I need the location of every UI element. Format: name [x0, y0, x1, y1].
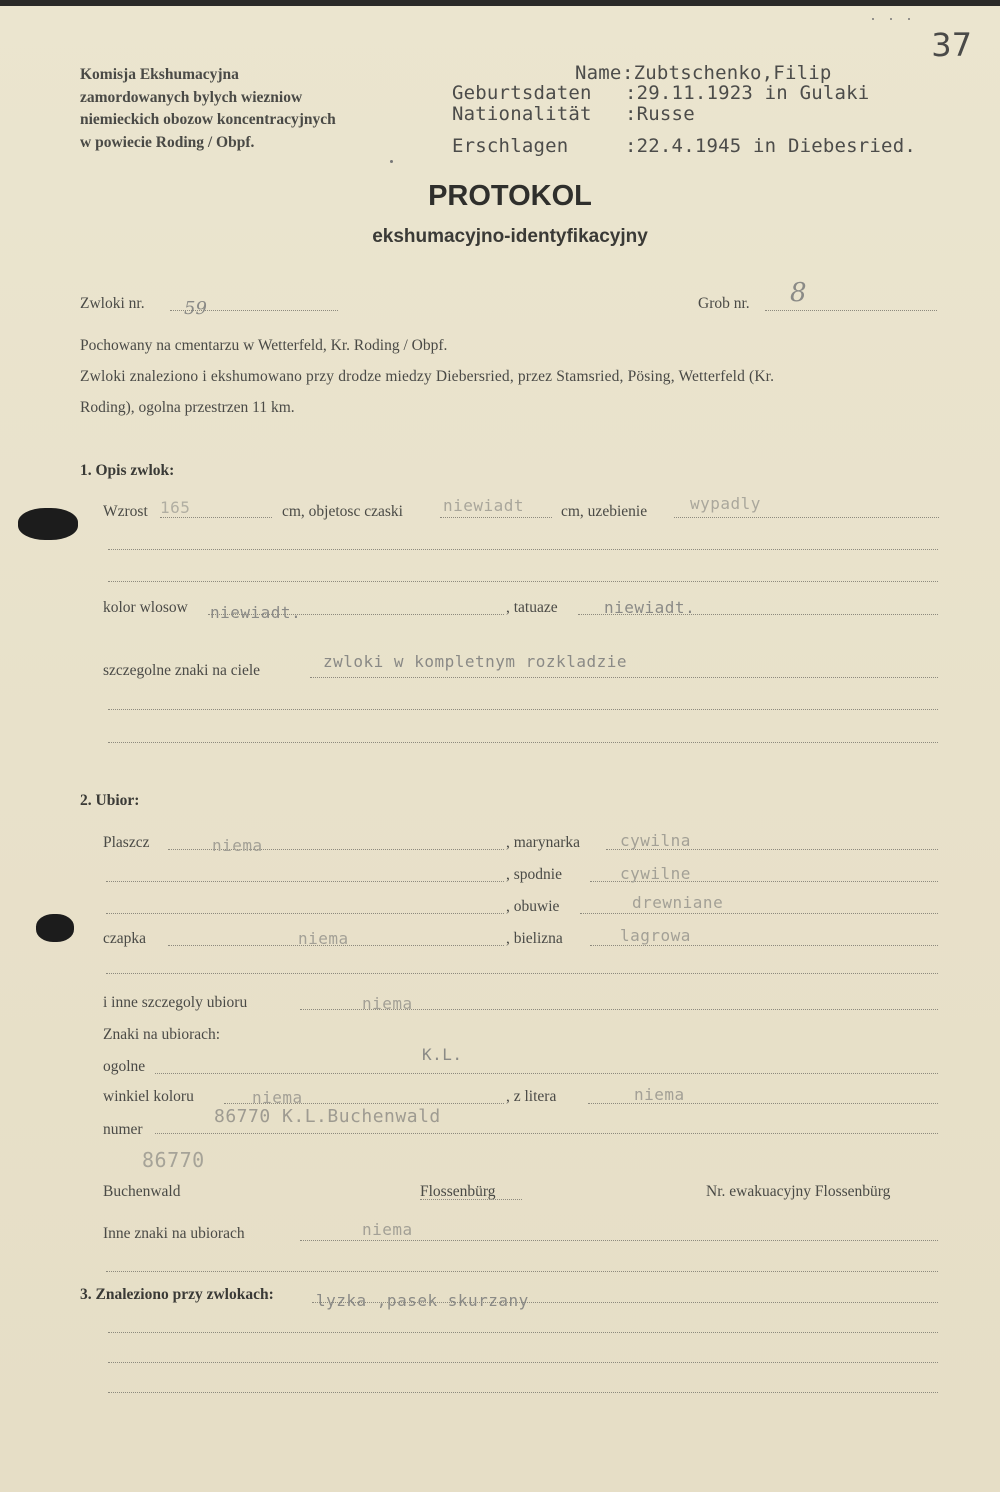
buchenwald-label: Buchenwald: [103, 1183, 181, 1200]
evacuation-number-label: Nr. ewakuacyjny Flossenbürg: [706, 1183, 891, 1200]
height-value: 165: [160, 498, 191, 517]
dotted-line: [108, 1362, 938, 1363]
cap-label: czapka: [103, 930, 147, 947]
section-2-heading: 2. Ubior:: [80, 792, 140, 809]
general-marks-label: ogolne: [103, 1058, 146, 1075]
birth-label: Geburtsdaten: [452, 82, 592, 104]
triangle-color-label: winkiel koloru: [103, 1088, 194, 1105]
letter-value: niema: [634, 1085, 685, 1104]
dotted-line: [106, 1271, 938, 1272]
tattoo-value: niewiadt.: [604, 598, 696, 617]
general-marks-value: K.L.: [422, 1045, 463, 1064]
corpse-number-label: Zwloki nr.: [80, 295, 145, 312]
triangle-color-value: niema: [252, 1088, 303, 1107]
skull-label: cm, objetosc czaski: [282, 503, 403, 520]
org-line: Komisja Ekshumacyjna: [80, 66, 239, 83]
page-number: 37: [931, 26, 972, 64]
binder-hole-top: [18, 508, 78, 540]
burial-place-text: Pochowany na cmentarzu w Wetterfeld, Kr. Roding / Obpf.: [80, 337, 448, 354]
binder-hole-bottom: [36, 914, 74, 942]
cap-value: niema: [298, 929, 349, 948]
dotted-line: [108, 549, 938, 550]
shoes-label: , obuwie: [506, 898, 560, 915]
section-3-heading: 3. Znaleziono przy zwlokach:: [80, 1286, 274, 1303]
dotted-line: [108, 581, 938, 582]
scan-edge: [0, 0, 1000, 6]
dotted-line: [310, 677, 938, 678]
dotted-line: [420, 1199, 522, 1200]
killed-label: Erschlagen: [452, 135, 569, 157]
dotted-line: [160, 517, 272, 518]
teeth-value: wypadly: [690, 494, 761, 513]
found-place-text: Zwloki znaleziono i ekshumowano przy drodze miedzy Diebersried, przez Stamsried, Pösing, Wetterfeld (Kr.: [80, 368, 775, 385]
coat-value: niema: [212, 836, 263, 855]
trousers-value: cywilne: [620, 864, 691, 883]
dotted-line: [108, 709, 938, 710]
clothing-marks-label: Znaki na ubiorach:: [103, 1026, 221, 1043]
dotted-line: [674, 517, 939, 518]
dotted-line: [106, 881, 504, 882]
other-clothing-marks-value: niema: [362, 1220, 413, 1239]
other-clothing-label: i inne szczegoly ubioru: [103, 994, 248, 1011]
number-label: numer: [103, 1121, 143, 1138]
paper-speck: [890, 18, 892, 20]
found-items-value: lyzka ,pasek skurzany: [316, 1291, 529, 1310]
section-1-heading: 1. Opis zwlok:: [80, 462, 175, 479]
shoes-value: drewniane: [632, 893, 724, 912]
paper-speck: [390, 160, 393, 163]
dotted-line: [106, 973, 938, 974]
org-line: zamordowanych bylych wiezniow: [80, 88, 303, 106]
dotted-line: [108, 742, 938, 743]
skull-value: niewiadt: [443, 496, 525, 515]
dotted-line: [108, 1332, 938, 1333]
org-line: niemieckich obozow koncentracyjnych: [80, 111, 336, 128]
coat-label: Plaszcz: [103, 834, 150, 851]
corpse-number-value: 59: [184, 298, 207, 319]
jacket-value: cywilna: [620, 831, 691, 850]
document-subtitle: ekshumacyjno-identyfikacyjny: [372, 226, 648, 247]
dotted-line: [765, 310, 937, 311]
dotted-line: [106, 913, 504, 914]
underwear-value: lagrowa: [620, 926, 691, 945]
found-place-text-cont: Roding), ogolna przestrzen 11 km.: [80, 399, 295, 416]
hair-color-label: kolor wlosow: [103, 599, 188, 616]
grave-number-value: 8: [790, 278, 807, 308]
jacket-label: , marynarka: [506, 834, 581, 851]
nationality-label: Nationalität: [452, 103, 592, 125]
paper-speck: [872, 18, 874, 20]
teeth-label: cm, uzebienie: [561, 503, 648, 520]
other-clothing-value: niema: [362, 994, 413, 1013]
dotted-line: [440, 517, 552, 518]
flossenburg-label: Flossenbürg: [420, 1183, 496, 1200]
killed-value: :22.4.1945 in Diebesried.: [625, 135, 916, 157]
body-marks-label: szczegolne znaki na ciele: [103, 662, 261, 679]
number-value: 86770 K.L.Buchenwald: [214, 1106, 441, 1127]
org-line: w powiecie Roding / Obpf.: [80, 133, 255, 151]
dotted-line: [155, 1133, 938, 1134]
other-clothing-marks-label: Inne znaki na ubiorach: [103, 1225, 245, 1242]
hair-color-value: niewiadt.: [210, 603, 302, 622]
dotted-line: [300, 1240, 938, 1241]
number-value-second: 86770: [142, 1148, 205, 1172]
name-label: Name: [575, 62, 622, 84]
document-title: PROTOKOL: [428, 180, 592, 212]
birth-value: :29.11.1923 in Gulaki: [625, 82, 870, 104]
paper-speck: [908, 18, 910, 20]
trousers-label: , spodnie: [506, 866, 562, 883]
letter-label: , z litera: [506, 1088, 557, 1105]
dotted-line: [580, 913, 938, 914]
nationality-value: :Russe: [625, 103, 695, 125]
grave-number-label: Grob nr.: [698, 295, 750, 312]
dotted-line: [155, 1073, 938, 1074]
dotted-line: [590, 945, 938, 946]
body-marks-value: zwloki w kompletnym rozkladzie: [323, 652, 627, 671]
tattoo-label: , tatuaze: [506, 599, 558, 616]
height-label: Wzrost: [103, 503, 148, 520]
dotted-line: [108, 1392, 938, 1393]
organization-header: [80, 64, 336, 154]
underwear-label: , bielizna: [506, 930, 563, 947]
name-value: :Zubtschenko,Filip: [622, 62, 832, 84]
